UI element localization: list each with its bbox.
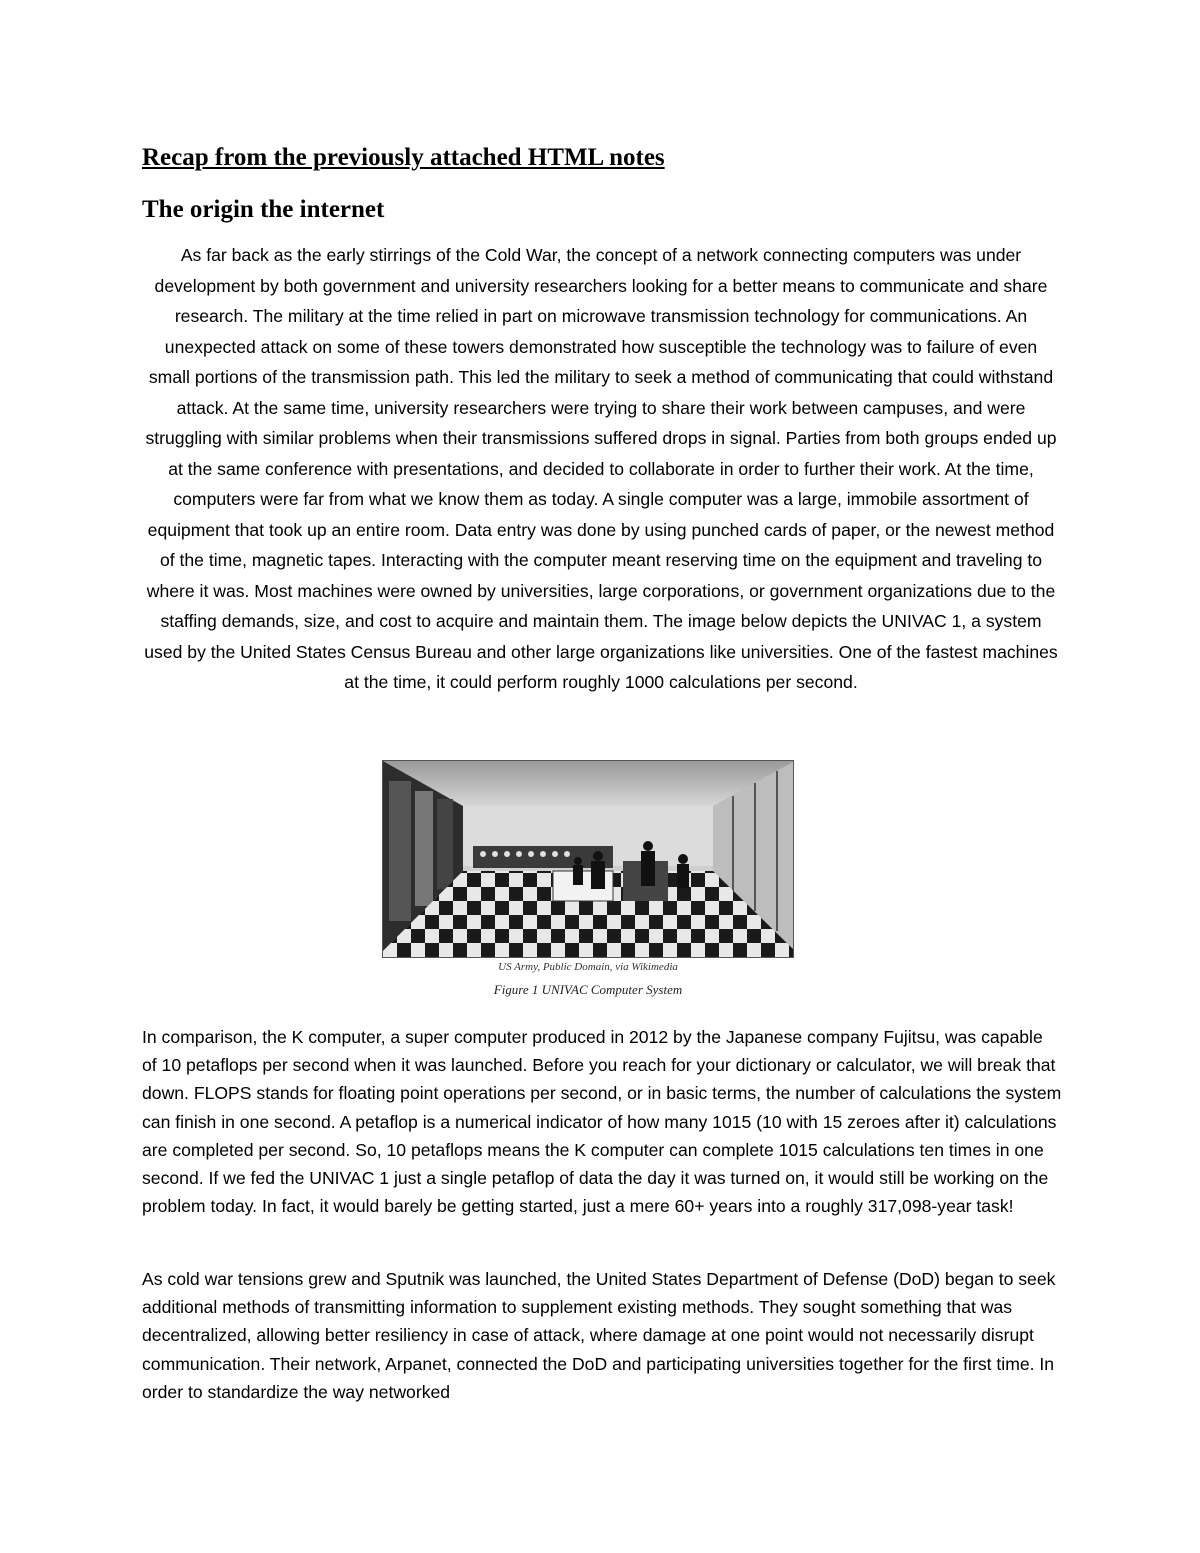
figure-credit: US Army, Public Domain, via Wikimedia xyxy=(498,961,678,973)
document-title: Recap from the previously attached HTML notes xyxy=(142,144,665,171)
comparison-paragraph: In comparison, the K computer, a super computer produced in 2012 by the Japanese company Fujitsu, was capable of 10 petaflops per second when it was launched. Before you reach for your dictionary or calculator, we will break that down. FLOPS stands for floating point operations per second, or in basic terms, the number of calculations the system can finish in one second. A petaflop is a numerical indicator of how many 1015 (10 with 15 zeroes after it) calculations are completed per second. So, 10 petaflops means the K computer can complete 1015 calculations ten times in one second. If we fed the UNIVAC 1 just a single petaflop of data the day it was turned on, it would still be working on the problem today. In fact, it would barely be getting started, just a mere 60+ years into a roughly 317,098-year task! xyxy=(142,1027,1062,1217)
intro-paragraph: As far back as the early stirrings of the Cold War, the concept of a network connecting computers was under development by both government and university researchers looking for a better means to communicate and share research. The military at the time relied in part on microwave transmission technology for communications. An unexpected attack on some of these towers demonstrated how susceptible the technology was to failure of even small portions of the transmission path. This led the military to seek a method of communicating that could withstand attack. At the same time, university researchers were trying to share their work between campuses, and were struggling with similar problems when their transmissions suffered drops in signal. Parties from both groups ended up at the same conference with presentations, and decided to collaborate in order to further their work. At the time, computers were far from what we know them as today. A single computer was a large, immobile assortment of equipment that took up an entire room. Data entry was done by using punched cards of paper, or the newest method of the time, magnetic tapes. Interacting with the computer meant reserving time on the equipment and traveling to where it was. Most machines were owned by universities, large corporations, or government organizations due to the staffing demands, size, and cost to acquire and maintain them. The image below depicts the UNIVAC 1, a system used by the United States Census Bureau and other large organizations like universities. One of the fastest machines at the time, it could perform roughly 1000 calculations per second. xyxy=(144,245,1058,692)
figure-caption: Figure 1 UNIVAC Computer System xyxy=(493,982,683,997)
arpanet-paragraph: As cold war tensions grew and Sputnik was launched, the United States Department of Defense (DoD) began to seek additional methods of transmitting information to supplement existing methods. They sought something that was decentralized, allowing better resiliency in case of attack, where damage at one point would not necessarily disrupt communication. Their network, Arpanet, connected the DoD and participating universities together for the first time. In order to standardize the way networked xyxy=(142,1269,1056,1402)
univac-photo xyxy=(382,760,794,958)
section-heading: The origin the internet xyxy=(142,196,385,223)
